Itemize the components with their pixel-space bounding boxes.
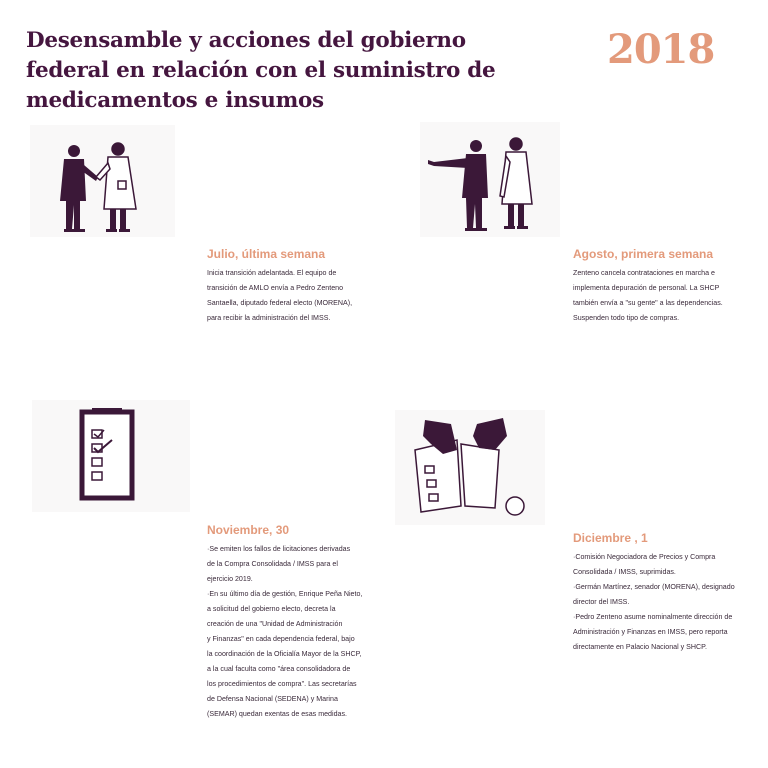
entry-text: [573, 266, 753, 326]
entry-date: Diciembre , 1: [573, 531, 648, 545]
timeline-entry-agosto: [573, 246, 753, 326]
entry-line: Administración y Finanzas en IMSS, pero reporta: [573, 628, 728, 636]
checklist-illustration: [32, 400, 190, 512]
entry-line: de Defensa Nacional (SEDENA) y Marina: [207, 695, 338, 703]
timeline-entry-julio: [207, 246, 387, 326]
entry-line: ·Germán Martínez, senador (MORENA), designado: [573, 583, 735, 591]
page-title: Desensamble y acciones del gobierno federal en relación con el suministro de medicamentos e insumos: [26, 28, 496, 113]
year-label: 2018: [607, 26, 715, 73]
entry-line: Suspenden todo tipo de compras.: [573, 314, 680, 322]
entry-line: Santaella, diputado federal electo (MORENA),: [207, 299, 353, 307]
handshake-icon: [30, 125, 175, 237]
entry-line: y Finanzas" en cada dependencia federal, bajo: [207, 635, 355, 643]
entry-date: Agosto, primera semana: [573, 247, 714, 261]
pointing-dismissal-icon: [420, 122, 560, 237]
entry-line: de la Compra Consolidada / IMSS para el: [207, 560, 338, 568]
entry-text: [207, 542, 387, 722]
entry-line: a la cual faculta como "área consolidadora de: [207, 665, 351, 673]
entry-line: ·Se emiten los fallos de licitaciones derivadas: [207, 545, 351, 553]
entry-line: director del IMSS.: [573, 598, 630, 606]
entry-line: también envía a "su gente" a las dependencias.: [573, 299, 723, 307]
entry-line: implementa depuración de personal. La SHCP: [573, 284, 720, 292]
entry-date: Julio, última semana: [207, 247, 326, 261]
entry-line: directamente en Palacio Nacional y SHCP.: [573, 643, 707, 651]
entry-line: Zenteno cancela contrataciones en marcha e: [573, 269, 715, 277]
entry-line: para recibir la administración del IMSS.: [207, 314, 331, 322]
entry-line: los procedimientos de compra". Las secretarías: [207, 680, 357, 688]
dismissal-illustration: [420, 122, 560, 237]
entry-line: Inicia transición adelantada. El equipo de: [207, 269, 337, 277]
entry-line: la coordinación de la Oficialía Mayor de la SHCP,: [207, 650, 362, 658]
entry-line: transición de AMLO envía a Pedro Zenteno: [207, 284, 344, 292]
entry-line: (SEMAR) quedan exentas de esas medidas.: [207, 710, 347, 718]
entry-line: Consolidada / IMSS, suprimidas.: [573, 568, 676, 576]
entry-line: ·Comisión Negociadora de Precios y Compra: [573, 553, 716, 561]
entry-line: ·En su último día de gestión, Enrique Peña Nieto,: [207, 590, 363, 598]
entry-line: ejercicio 2019.: [207, 575, 253, 583]
torn-document-illustration: [395, 410, 545, 525]
entry-line: ·Pedro Zenteno asume nominalmente dirección de: [573, 613, 733, 621]
entry-text: [573, 550, 758, 655]
checklist-clipboard-icon: [32, 400, 190, 512]
entry-line: a solicitud del gobierno electo, decreta la: [207, 605, 336, 613]
entry-date: Noviembre, 30: [207, 523, 290, 537]
handshake-illustration: [30, 125, 175, 237]
timeline-entry-noviembre: [207, 522, 387, 722]
entry-text: [207, 266, 387, 326]
timeline-entry-diciembre: [573, 530, 758, 655]
torn-document-icon: [395, 410, 545, 525]
entry-line: creación de una "Unidad de Administración: [207, 620, 343, 628]
